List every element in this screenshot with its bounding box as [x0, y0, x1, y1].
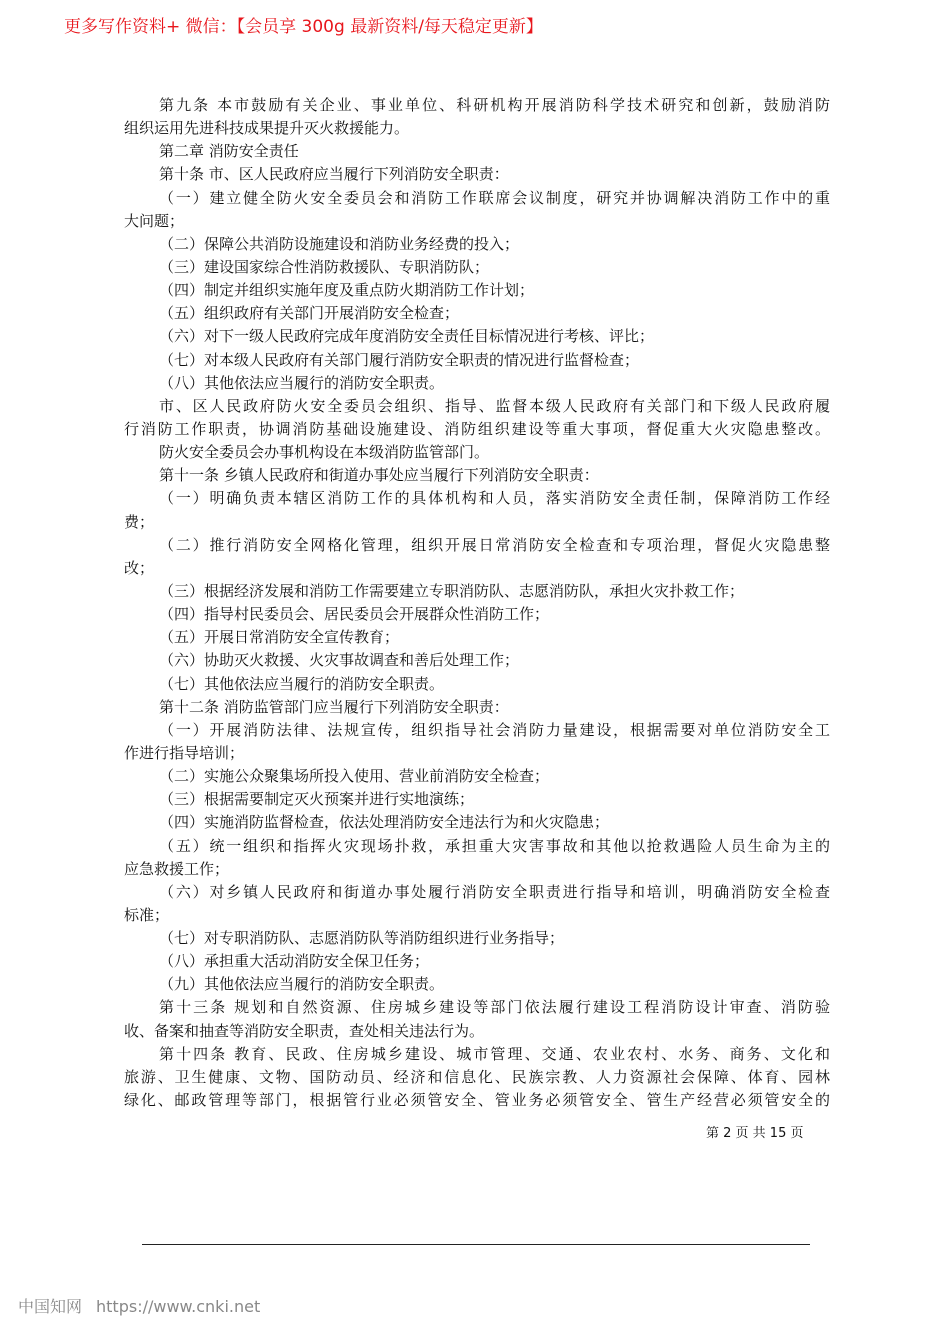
text-line: 行消防工作职责，协调消防基础设施建设、消防组织建设等重大事项，督促重大火灾隐患整改。: [124, 419, 830, 438]
text-line: （二）推行消防安全网格化管理，组织开展日常消防安全检查和专项治理，督促火灾隐患整: [159, 535, 830, 554]
text-line: （四）实施消防监督检查，依法处理消防安全违法行为和火灾隐患；: [159, 813, 610, 832]
text-line: （四）指导村民委员会、居民委员会开展群众性消防工作；: [159, 605, 550, 624]
text-line: 改；: [124, 558, 155, 577]
text-line: 组织运用先进科技成果提升灭火救援能力。: [124, 119, 410, 138]
text-line: 作进行指导培训；: [124, 743, 245, 762]
text-line: （七）其他依法应当履行的消防安全职责。: [159, 674, 445, 693]
text-line: （八）承担重大活动消防安全保卫任务；: [159, 952, 430, 971]
text-line: （三）根据经济发展和消防工作需要建立专职消防队、志愿消防队，承担火灾扑救工作；: [159, 581, 745, 600]
text-line: （四）制定并组织实施年度及重点防火期消防工作计划；: [159, 281, 535, 300]
text-line: 第十三条 规划和自然资源、住房城乡建设等部门依法履行建设工程消防设计审查、消防验: [159, 998, 830, 1017]
text-line: （五）组织政府有关部门开展消防安全检查；: [159, 304, 460, 323]
text-line: 第十四条 教育、民政、住房城乡建设、城市管理、交通、农业农村、水务、商务、文化和: [159, 1044, 830, 1063]
footer-divider: [142, 1244, 810, 1245]
text-line: （一）建立健全防火安全委员会和消防工作联席会议制度，研究并协调解决消防工作中的重: [159, 188, 830, 207]
text-line: （六）对乡镇人民政府和街道办事处履行消防安全职责进行指导和培训，明确消防安全检查: [159, 882, 830, 901]
promo-banner: 更多写作资料+ 微信：【会员享 300g 最新资料/每天稳定更新】: [64, 17, 543, 37]
text-line: 应急救援工作；: [124, 859, 230, 878]
text-line: （六）协助灭火救援、火灾事故调查和善后处理工作；: [159, 651, 520, 670]
text-line: 市、区人民政府防火安全委员会组织、指导、监督本级人民政府有关部门和下级人民政府履: [159, 396, 830, 415]
footer-url[interactable]: https://www.cnki.net: [96, 1297, 261, 1316]
text-line: （九）其他依法应当履行的消防安全职责。: [159, 975, 445, 994]
text-line: 大问题；: [124, 211, 185, 230]
text-line: （六）对下一级人民政府完成年度消防安全责任目标情况进行考核、评比；: [159, 327, 655, 346]
text-line: 收、备案和抽查等消防安全职责，查处相关违法行为。: [124, 1021, 485, 1040]
text-line: （一）明确负责本辖区消防工作的具体机构和人员，落实消防安全责任制，保障消防工作经: [159, 489, 830, 508]
text-line: （三）建设国家综合性消防救援队、专职消防队；: [159, 257, 490, 276]
text-line: 第十条 市、区人民政府应当履行下列消防安全职责：: [159, 165, 509, 184]
text-line: （五）统一组织和指挥火灾现场扑救，承担重大灾害事故和其他以抢救遇险人员生命为主的: [159, 836, 830, 855]
text-line: （一）开展消防法律、法规宣传，组织指导社会消防力量建设，根据需要对单位消防安全工: [159, 720, 830, 739]
text-line: 绿化、邮政管理等部门，根据管行业必须管安全、管业务必须管安全、管生产经营必须管安全的: [124, 1091, 830, 1110]
text-line: 第二章 消防安全责任: [159, 142, 299, 161]
text-line: （八）其他依法应当履行的消防安全职责。: [159, 373, 445, 392]
text-line: （三）根据需要制定灭火预案并进行实地演练；: [159, 790, 475, 809]
text-line: （二）实施公众聚集场所投入使用、营业前消防安全检查；: [159, 767, 550, 786]
text-line: 第十二条 消防监管部门应当履行下列消防安全职责：: [159, 697, 509, 716]
text-line: 费；: [124, 512, 155, 531]
footer-watermark: [18, 1294, 260, 1317]
text-line: 旅游、卫生健康、文物、国防动员、经济和信息化、民族宗教、人力资源社会保障、体育、园林: [124, 1067, 830, 1086]
text-line: （七）对专职消防队、志愿消防队等消防组织进行业务指导；: [159, 929, 565, 948]
text-line: 标准；: [124, 905, 170, 924]
text-line: （七）对本级人民政府有关部门履行消防安全职责的情况进行监督检查；: [159, 350, 640, 369]
footer-site-name: 中国知网: [18, 1297, 83, 1316]
page-number: 第 2 页 共 15 页: [706, 1126, 804, 1141]
text-line: （二）保障公共消防设施建设和消防业务经费的投入；: [159, 234, 520, 253]
text-line: 第九条 本市鼓励有关企业、事业单位、科研机构开展消防科学技术研究和创新，鼓励消防: [159, 96, 830, 114]
text-line: 第十一条 乡镇人民政府和街道办事处应当履行下列消防安全职责：: [159, 466, 599, 485]
text-line: 防火安全委员会办事机构设在本级消防监管部门。: [159, 443, 490, 462]
document-body: [124, 94, 830, 1112]
text-line: （五）开展日常消防安全宣传教育；: [159, 628, 400, 647]
